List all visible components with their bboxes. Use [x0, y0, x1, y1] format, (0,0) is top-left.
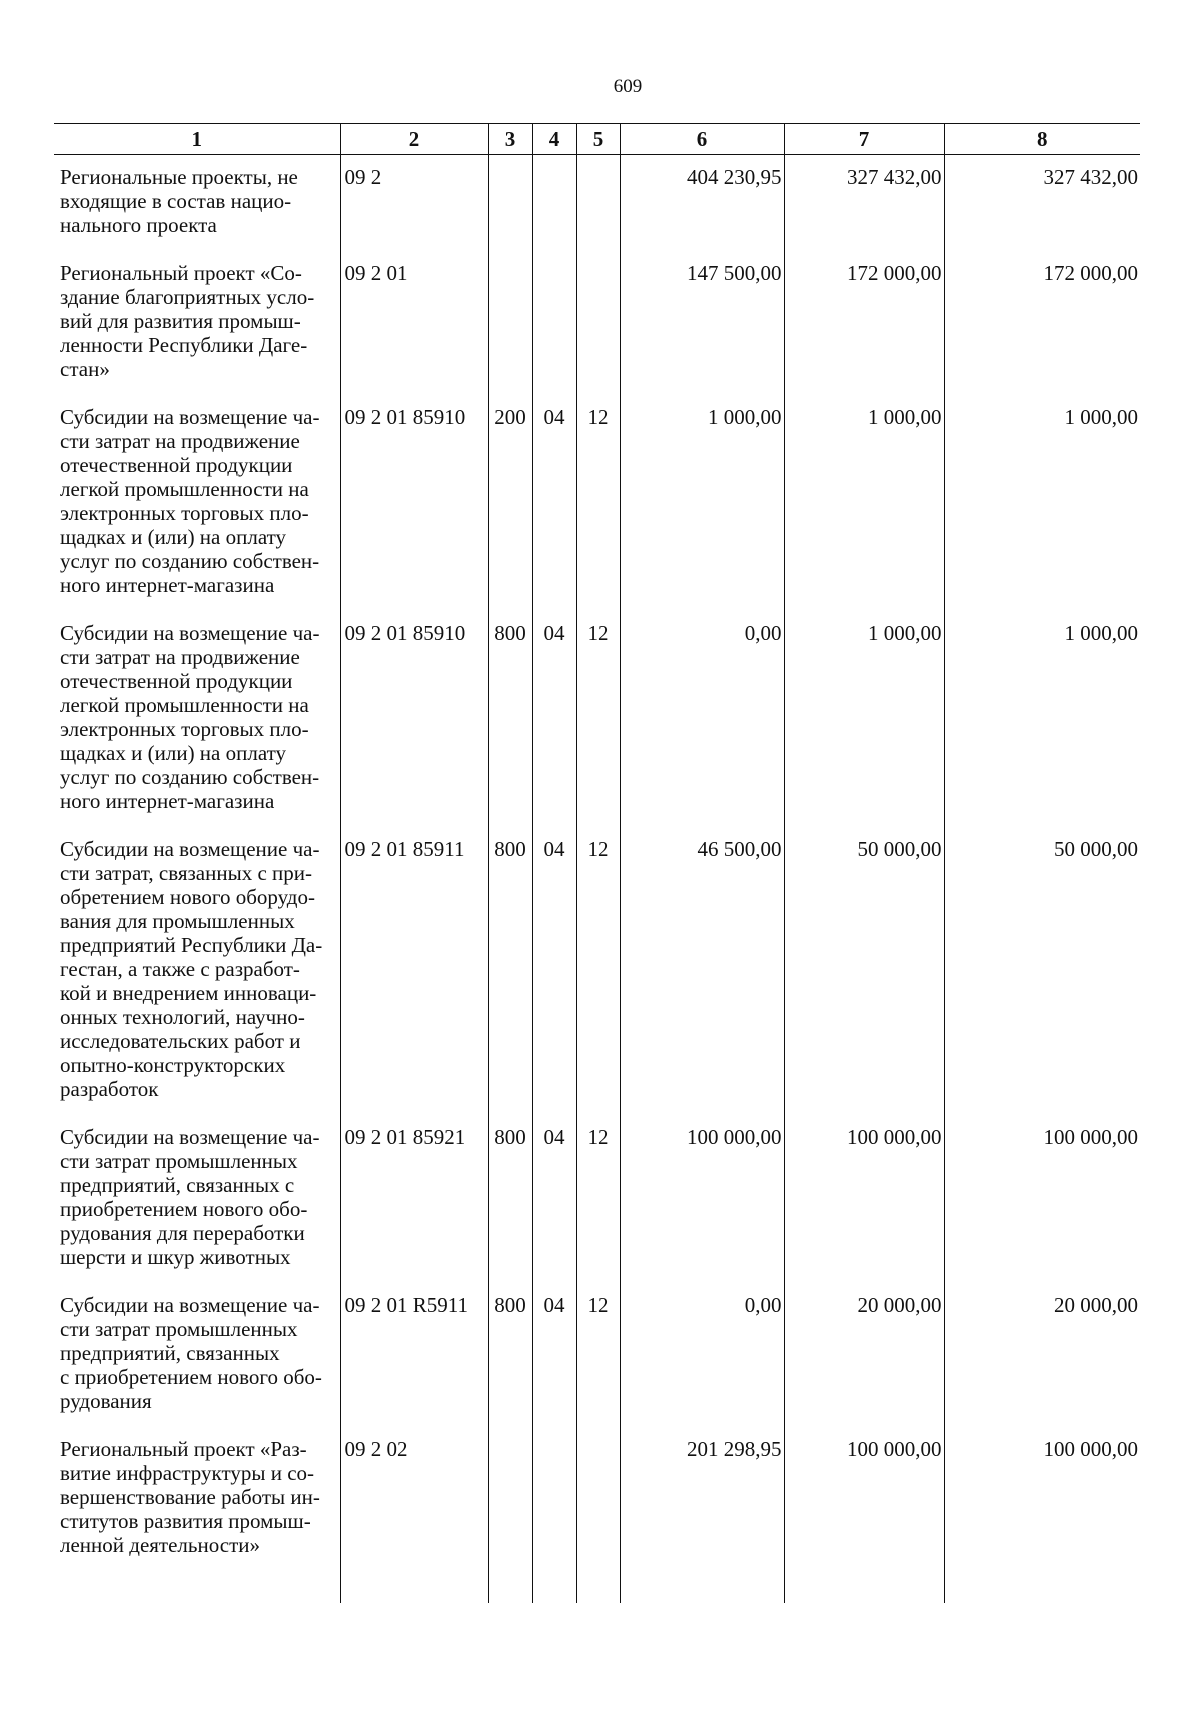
page-number: 609 — [613, 76, 643, 97]
row-col-5 — [576, 155, 620, 252]
row-col-4 — [532, 1427, 576, 1603]
table-row — [54, 155, 1140, 252]
column-header: 5 — [576, 124, 620, 155]
row-name: Региональный проект «Раз- витие инфраструктуры и со- вершенствование работы ин- ститутов развития промыш- ленной деятельности» — [60, 1437, 320, 1557]
row-col-4: 04 — [532, 611, 576, 827]
row-name: Региональные проекты, не входящие в состав нацио- нального проекта — [60, 165, 298, 237]
row-name: Региональный проект «Со- здание благоприятных усло- вий для развития промыш- ленности Республики Даге- стан» — [60, 261, 315, 381]
row-code: 09 2 — [340, 155, 488, 252]
table-header-row — [54, 124, 1140, 155]
row-col-4: 04 — [532, 395, 576, 611]
row-value-7: 20 000,00 — [784, 1283, 944, 1427]
row-col-4: 04 — [532, 827, 576, 1115]
row-col-5: 12 — [576, 611, 620, 827]
row-value-6: 0,00 — [620, 611, 784, 827]
row-code: 09 2 01 R5911 — [340, 1283, 488, 1427]
row-code: 09 2 01 — [340, 251, 488, 395]
row-value-7: 100 000,00 — [784, 1115, 944, 1283]
row-value-7: 172 000,00 — [784, 251, 944, 395]
row-col-5: 12 — [576, 1115, 620, 1283]
row-name: Субсидии на возмещение ча- сти затрат на продвижение отечественной продукции легкой промышленности на электронных торговых пло- щадках и (или) на оплату услуг по созданию собствен- ного интернет-магазина — [60, 405, 320, 597]
table-row — [54, 1283, 1140, 1427]
column-header: 3 — [488, 124, 532, 155]
row-col-3: 800 — [488, 827, 532, 1115]
row-code: 09 2 02 — [340, 1427, 488, 1603]
row-value-7: 50 000,00 — [784, 827, 944, 1115]
row-value-6: 0,00 — [620, 1283, 784, 1427]
column-header: 2 — [340, 124, 488, 155]
row-value-6: 147 500,00 — [620, 251, 784, 395]
row-value-7: 327 432,00 — [784, 155, 944, 252]
row-value-8: 172 000,00 — [944, 251, 1140, 395]
row-name: Субсидии на возмещение ча- сти затрат, связанных с при- обретением нового оборудо- вания для промышленных предприятий Республики Да- гестан, а также с разработ- кой и внедрением инноваци- онных технологий, научно- исследовательских работ и опытно-конструкторских разработок — [60, 837, 323, 1101]
column-header: 1 — [54, 124, 340, 155]
table-row — [54, 251, 1140, 395]
row-col-5: 12 — [576, 827, 620, 1115]
row-code: 09 2 01 85921 — [340, 1115, 488, 1283]
row-value-8: 1 000,00 — [944, 611, 1140, 827]
row-col-5 — [576, 251, 620, 395]
row-col-5 — [576, 1427, 620, 1603]
row-value-7: 1 000,00 — [784, 611, 944, 827]
table-row — [54, 395, 1140, 611]
row-col-5: 12 — [576, 395, 620, 611]
row-value-8: 20 000,00 — [944, 1283, 1140, 1427]
row-code: 09 2 01 85911 — [340, 827, 488, 1115]
row-col-5: 12 — [576, 1283, 620, 1427]
row-value-7: 100 000,00 — [784, 1427, 944, 1603]
table-row — [54, 827, 1140, 1115]
row-col-3 — [488, 1427, 532, 1603]
column-header: 4 — [532, 124, 576, 155]
row-col-3 — [488, 251, 532, 395]
row-col-4: 04 — [532, 1115, 576, 1283]
table-row — [54, 611, 1140, 827]
row-col-4 — [532, 251, 576, 395]
row-value-6: 100 000,00 — [620, 1115, 784, 1283]
row-code: 09 2 01 85910 — [340, 395, 488, 611]
row-value-8: 50 000,00 — [944, 827, 1140, 1115]
row-value-6: 201 298,95 — [620, 1427, 784, 1603]
row-col-3: 800 — [488, 1283, 532, 1427]
row-col-4 — [532, 155, 576, 252]
row-value-6: 404 230,95 — [620, 155, 784, 252]
row-value-8: 100 000,00 — [944, 1115, 1140, 1283]
column-header: 7 — [784, 124, 944, 155]
row-value-6: 1 000,00 — [620, 395, 784, 611]
budget-table — [54, 123, 1140, 1603]
row-name: Субсидии на возмещение ча- сти затрат на продвижение отечественной продукции легкой промышленности на электронных торговых пло- щадках и (или) на оплату услуг по созданию собствен- ного интернет-магазина — [60, 621, 320, 813]
row-col-3 — [488, 155, 532, 252]
row-value-8: 1 000,00 — [944, 395, 1140, 611]
row-name: Субсидии на возмещение ча- сти затрат промышленных предприятий, связанных с приобретением нового обо- рудования для переработки шерсти и шкур животных — [60, 1125, 320, 1269]
table-row — [54, 1115, 1140, 1283]
row-col-4: 04 — [532, 1283, 576, 1427]
row-col-3: 200 — [488, 395, 532, 611]
row-value-6: 46 500,00 — [620, 827, 784, 1115]
row-value-7: 1 000,00 — [784, 395, 944, 611]
row-value-8: 100 000,00 — [944, 1427, 1140, 1603]
column-header: 8 — [944, 124, 1140, 155]
row-code: 09 2 01 85910 — [340, 611, 488, 827]
row-col-3: 800 — [488, 611, 532, 827]
column-header: 6 — [620, 124, 784, 155]
row-col-3: 800 — [488, 1115, 532, 1283]
row-name: Субсидии на возмещение ча- сти затрат промышленных предприятий, связанных с приобретением нового обо- рудования — [60, 1293, 322, 1413]
row-value-8: 327 432,00 — [944, 155, 1140, 252]
table-row — [54, 1427, 1140, 1603]
